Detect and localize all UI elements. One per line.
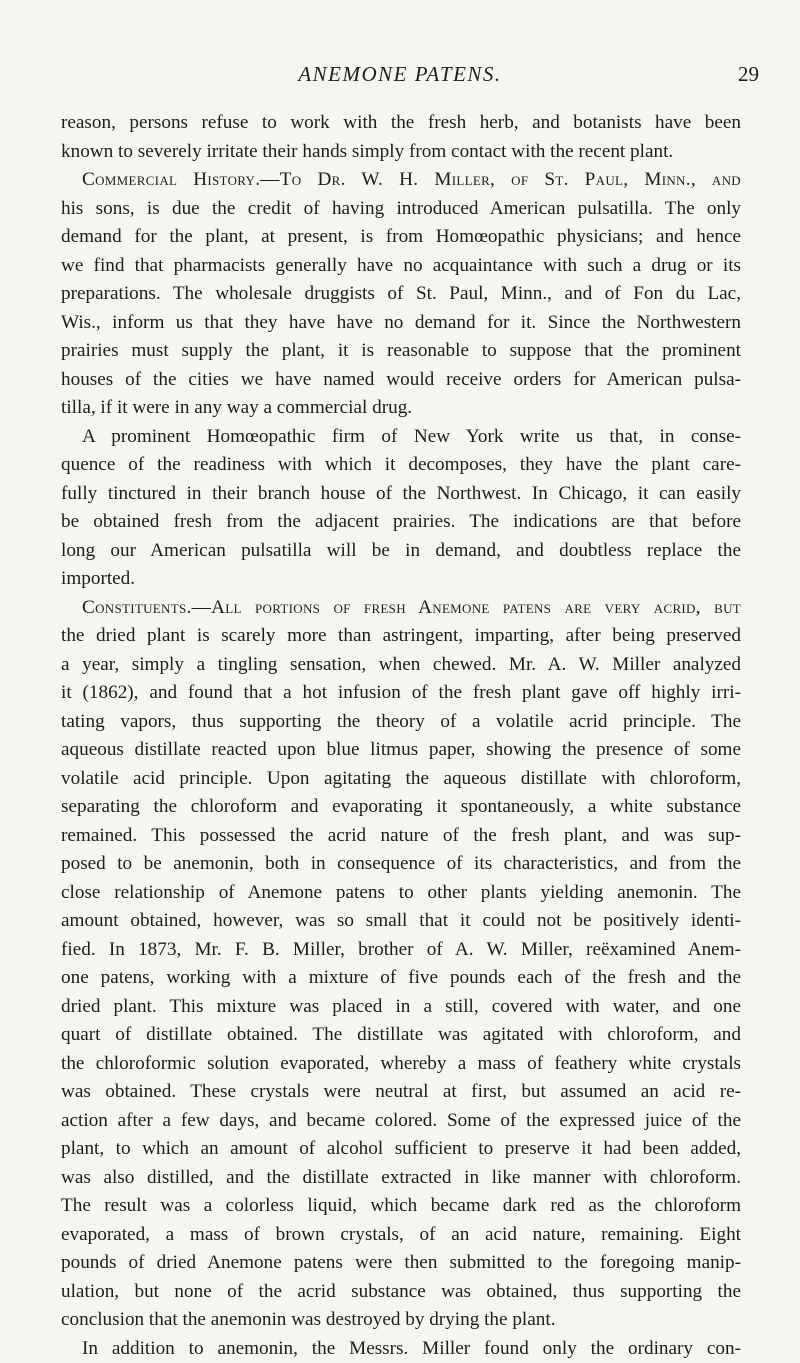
text-line: demand for the plant, at present, is from Homœopathic physicians; and hence (61, 223, 741, 252)
text-line: pounds of dried Anemone patens were then submitted to the foregoing manip- (61, 1249, 741, 1278)
text-line: was obtained. These crystals were neutral at first, but assumed an acid re- (61, 1078, 741, 1107)
text-line: posed to be anemonin, both in consequence of its characteristics, and from the (61, 850, 741, 879)
text-line: imported. (61, 565, 741, 594)
text-line: quart of distillate obtained. The distillate was agitated with chloroform, and (61, 1021, 741, 1050)
text-line: the dried plant is scarely more than astringent, imparting, after being preserved (61, 622, 741, 651)
text-line: houses of the cities we have named would receive orders for American pulsa- (61, 366, 741, 395)
text-line: it (1862), and found that a hot infusion of the fresh plant gave off highly irri- (61, 679, 741, 708)
text-line: reason, persons refuse to work with the fresh herb, and botanists have been (61, 109, 741, 138)
text-line: ulation, but none of the acrid substance was obtained, thus supporting the (61, 1278, 741, 1307)
text-line: In addition to anemonin, the Messrs. Miller found only the ordinary con- (61, 1335, 741, 1363)
page-number: 29 (738, 62, 759, 87)
text-line: quence of the readiness with which it decomposes, they have the plant care- (61, 451, 741, 480)
text-line: prairies must supply the plant, it is reasonable to suppose that the prominent (61, 337, 741, 366)
text-line: aqueous distillate reacted upon blue litmus paper, showing the presence of some (61, 736, 741, 765)
text-line: evaporated, a mass of brown crystals, of an acid nature, remaining. Eight (61, 1221, 741, 1250)
text-line: amount obtained, however, was so small that it could not be positively identi- (61, 907, 741, 936)
text-line: fied. In 1873, Mr. F. B. Miller, brother of A. W. Miller, reëxamined Anem- (61, 936, 741, 965)
text-line: the chloroformic solution evaporated, whereby a mass of feathery white crystals (61, 1050, 741, 1079)
text-line: dried plant. This mixture was placed in a still, covered with water, and one (61, 993, 741, 1022)
text-line: one patens, working with a mixture of five pounds each of the fresh and the (61, 964, 741, 993)
text-line: separating the chloroform and evaporating it spontaneously, a white substance (61, 793, 741, 822)
text-line: tating vapors, thus supporting the theory of a volatile acrid principle. The (61, 708, 741, 737)
text-line: tilla, if it were in any way a commercial drug. (61, 394, 741, 423)
text-line: be obtained fresh from the adjacent prairies. The indications are that before (61, 508, 741, 537)
text-line: was also distilled, and the distillate extracted in like manner with chloroform. (61, 1164, 741, 1193)
text-line: remained. This possessed the acrid nature of the fresh plant, and was sup- (61, 822, 741, 851)
text-line: preparations. The wholesale druggists of St. Paul, Minn., and of Fon du Lac, (61, 280, 741, 309)
text-line: known to severely irritate their hands simply from contact with the recent plant. (61, 138, 741, 167)
text-line: a year, simply a tingling sensation, when chewed. Mr. A. W. Miller analyzed (61, 651, 741, 680)
text-line: action after a few days, and became colored. Some of the expressed juice of the (61, 1107, 741, 1136)
text-line: plant, to which an amount of alcohol sufficient to preserve it had been added, (61, 1135, 741, 1164)
text-line: fully tinctured in their branch house of the Northwest. In Chicago, it can easily (61, 480, 741, 509)
text-line: A prominent Homœopathic firm of New York write us that, in conse- (61, 423, 741, 452)
text-line: conclusion that the anemonin was destroyed by drying the plant. (61, 1306, 741, 1335)
text-line: close relationship of Anemone patens to other plants yielding anemonin. The (61, 879, 741, 908)
text-line: we find that pharmacists generally have no acquaintance with such a drug or its (61, 252, 741, 281)
text-line: his sons, is due the credit of having introduced American pulsatilla. The only (61, 195, 741, 224)
text-line: Wis., inform us that they have have no demand for it. Since the Northwestern (61, 309, 741, 338)
page-header (0, 62, 800, 92)
text-line: The result was a colorless liquid, which became dark red as the chloroform (61, 1192, 741, 1221)
section-heading-line: Constituents.—All portions of fresh Anemone patens are very acrid, but (61, 594, 741, 623)
text-line: volatile acid principle. Upon agitating the aqueous distillate with chloroform, (61, 765, 741, 794)
body-text (61, 109, 741, 1363)
section-heading-line: Commercial History.—To Dr. W. H. Miller, of St. Paul, Minn., and (61, 166, 741, 195)
running-title: ANEMONE PATENS. (0, 62, 800, 87)
text-line: long our American pulsatilla will be in demand, and doubtless replace the (61, 537, 741, 566)
